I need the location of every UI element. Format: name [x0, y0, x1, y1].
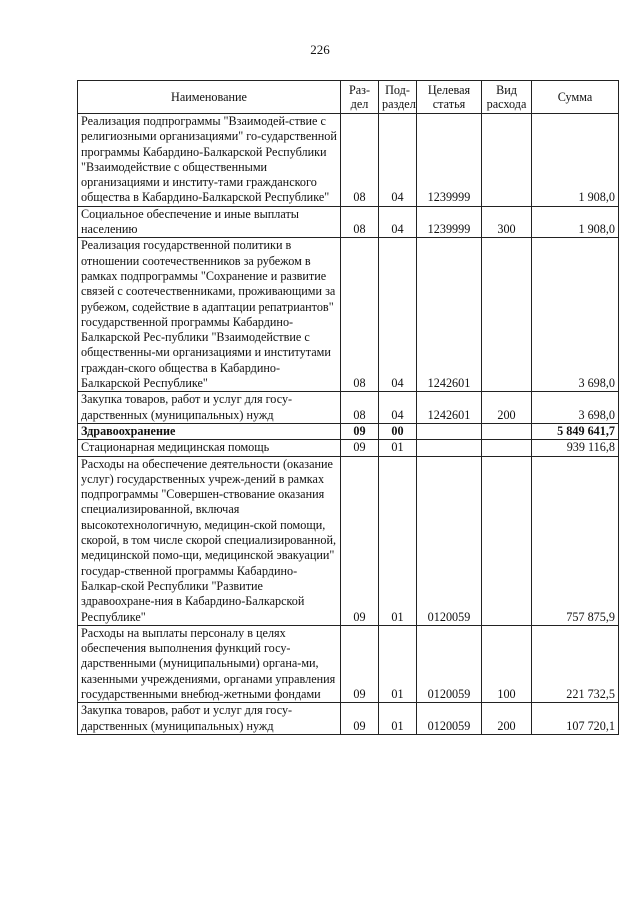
- header-target: Целевая статья: [417, 81, 482, 114]
- row-section: 08: [341, 392, 379, 424]
- row-sum: 1 908,0: [532, 114, 619, 207]
- row-section: 09: [341, 423, 379, 439]
- row-subsection: 04: [379, 238, 417, 392]
- row-subsection: 01: [379, 456, 417, 625]
- header-kind: Вид расхода: [482, 81, 532, 114]
- row-target: 1242601: [417, 392, 482, 424]
- page-number: 226: [310, 42, 330, 57]
- table-header-row: [78, 81, 619, 114]
- row-kind: [482, 238, 532, 392]
- row-section: 08: [341, 238, 379, 392]
- row-sum: 3 698,0: [532, 238, 619, 392]
- row-target: [417, 423, 482, 439]
- row-section: 08: [341, 114, 379, 207]
- row-kind: [482, 114, 532, 207]
- row-sum: 1 908,0: [532, 206, 619, 238]
- row-kind: [482, 423, 532, 439]
- row-name: Расходы на выплаты персоналу в целях обеспечения выполнения функций госу-дарственными (муниципальными) органа-ми, казенными учреждениями, органами управления государственными внебюд-жетными фондами: [78, 625, 341, 702]
- budget-table: [77, 80, 619, 735]
- row-kind: 100: [482, 625, 532, 702]
- row-name: Здравоохранение: [78, 423, 341, 439]
- table-row: [78, 423, 619, 439]
- row-kind: 300: [482, 206, 532, 238]
- table-row: [78, 625, 619, 702]
- row-kind: 200: [482, 392, 532, 424]
- header-name: Наименование: [78, 81, 341, 114]
- table-row: [78, 456, 619, 625]
- row-sum: 107 720,1: [532, 703, 619, 735]
- row-subsection: 01: [379, 440, 417, 456]
- table-row: [78, 206, 619, 238]
- row-sum: 757 875,9: [532, 456, 619, 625]
- row-subsection: 04: [379, 392, 417, 424]
- row-section: 09: [341, 440, 379, 456]
- header-sum: Сумма: [532, 81, 619, 114]
- row-subsection: 04: [379, 114, 417, 207]
- row-sum: 939 116,8: [532, 440, 619, 456]
- row-section: 09: [341, 703, 379, 735]
- row-name: Закупка товаров, работ и услуг для госу-дарственных (муниципальных) нужд: [78, 703, 341, 735]
- table-row: [78, 703, 619, 735]
- row-subsection: 01: [379, 703, 417, 735]
- row-target: 0120059: [417, 456, 482, 625]
- row-section: 09: [341, 456, 379, 625]
- row-subsection: 00: [379, 423, 417, 439]
- row-sum: 5 849 641,7: [532, 423, 619, 439]
- table-row: [78, 238, 619, 392]
- row-subsection: 04: [379, 206, 417, 238]
- table-row: [78, 440, 619, 456]
- row-section: 08: [341, 206, 379, 238]
- row-subsection: 01: [379, 625, 417, 702]
- table-row: [78, 114, 619, 207]
- row-target: 1242601: [417, 238, 482, 392]
- row-target: [417, 440, 482, 456]
- row-target: 1239999: [417, 114, 482, 207]
- row-target: 1239999: [417, 206, 482, 238]
- row-sum: 221 732,5: [532, 625, 619, 702]
- row-sum: 3 698,0: [532, 392, 619, 424]
- row-name: Реализация государственной политики в отношении соотечественников за рубежом в рамках подпрограммы "Сохранение и развитие связей с соотечественниками, проживающими за рубежом, содействие в адаптации репатриантов" государственной программы Кабардино-Балкарской Рес-публики "Взаимодействие с общественны-ми организациями и институтами граждан-ского общества в Кабардино-Балкарской Республике": [78, 238, 341, 392]
- row-target: 0120059: [417, 703, 482, 735]
- row-name: Реализация подпрограммы "Взаимодей-ствие с религиозными организациями" го-сударственной программы Кабардино-Балкарской Республики "Взаимодействие с общественными организациями и институ-тами гражданского общества в Кабардино-Балкарской Республике": [78, 114, 341, 207]
- header-subsection: Под- раздел: [379, 81, 417, 114]
- row-kind: [482, 456, 532, 625]
- header-section: Раз- дел: [341, 81, 379, 114]
- row-name: Стационарная медицинская помощь: [78, 440, 341, 456]
- table-row: [78, 392, 619, 424]
- row-name: Расходы на обеспечение деятельности (оказание услуг) государственных учреж-дений в рамках подпрограммы "Совершен-ствование оказания специализированной, включая высокотехнологичную, медицин-ской помощи, скорой, в том числе скорой специализированной, медицинской помо-щи, медицинской эвакуации" государ-ственной программы Кабардино-Балкар-ской Республики "Развитие здравоохране-ния в Кабардино-Балкарской Республике": [78, 456, 341, 625]
- row-kind: 200: [482, 703, 532, 735]
- row-target: 0120059: [417, 625, 482, 702]
- row-kind: [482, 440, 532, 456]
- row-name: Закупка товаров, работ и услуг для госу-дарственных (муниципальных) нужд: [78, 392, 341, 424]
- row-section: 09: [341, 625, 379, 702]
- row-name: Социальное обеспечение и иные выплаты населению: [78, 206, 341, 238]
